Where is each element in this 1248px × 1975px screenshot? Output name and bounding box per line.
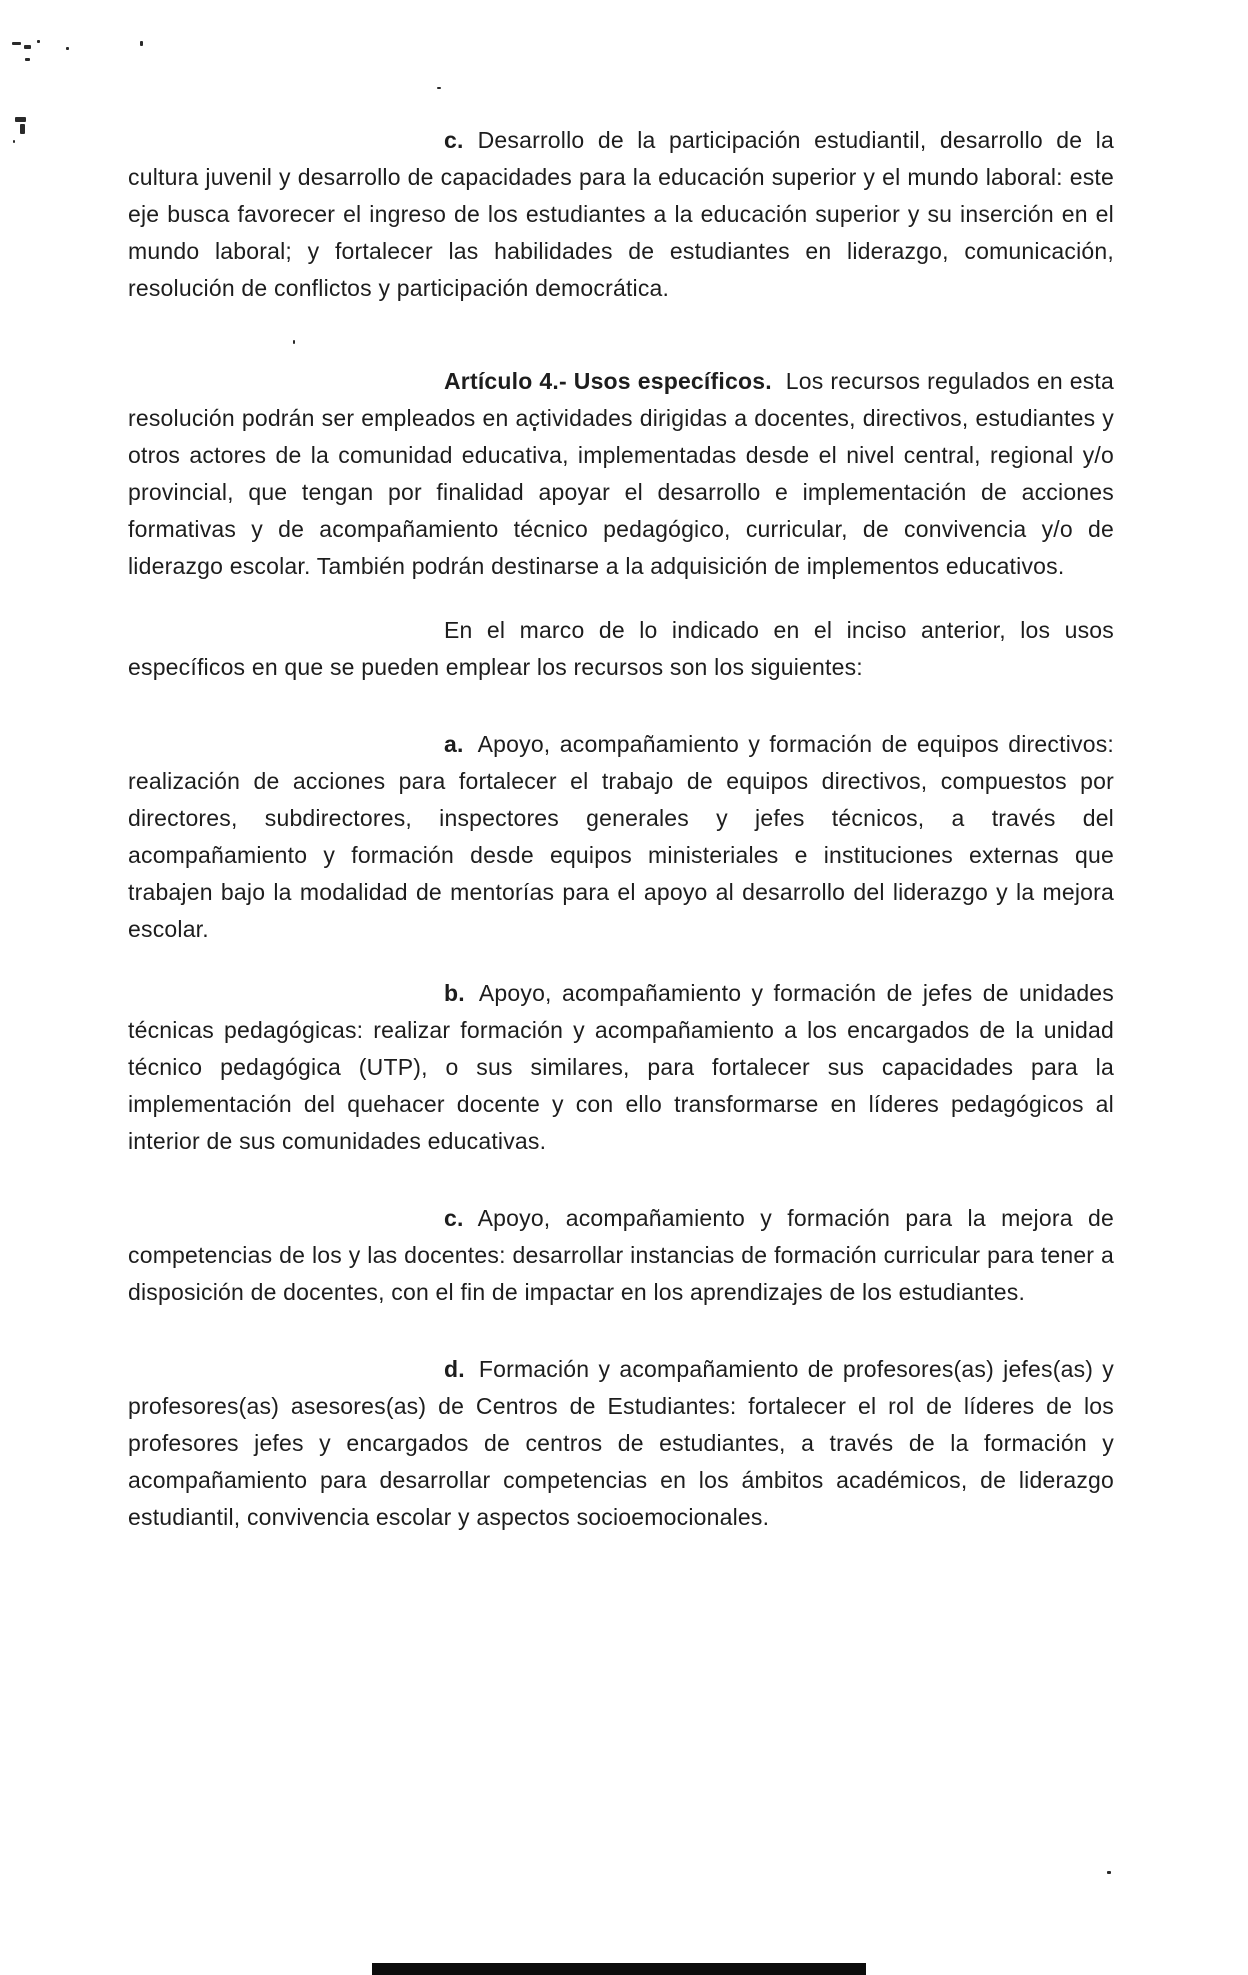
- speck-mark: [24, 45, 31, 49]
- paragraph-text: Los recursos regulados en esta resolución podrán ser empleados en actividades dirigidas a docentes, directivos, estudiantes y otros actores de la comunidad educativa, implementadas desde el nivel central, regional y/o provincial, que tengan por finalidad apoyar el desarrollo e implementación de acciones formativas y de acompañamiento técnico pedagógico, curricular, de convivencia y/o de liderazgo escolar. También podrán destinarse a la adquisición de implementos educativos.: [128, 368, 1114, 579]
- speck-mark: [12, 42, 21, 45]
- scan-edge-artifact: [372, 1963, 866, 1975]
- speck-mark: [37, 40, 40, 43]
- paragraph-text: Apoyo, acompañamiento y formación de equipos directivos: realización de acciones para fortalecer el trabajo de equipos directivos, compuestos por directores, subdirectores, inspectores generales y jefes técnicos, a través del acompañamiento y formación desde equipos ministeriales e instituciones externas que trabajen bajo la modalidad de mentorías para el apoyo al desarrollo del liderazgo y la mejora escolar.: [128, 731, 1114, 942]
- item-label-b: b.: [444, 980, 465, 1006]
- paragraph-uso-d: [128, 1351, 1114, 1536]
- item-label-a: a.: [444, 731, 464, 757]
- speck-mark: [437, 87, 441, 89]
- speck-mark: [25, 58, 30, 61]
- paragraph-text: Apoyo, acompañamiento y formación de jefes de unidades técnicas pedagógicas: realizar formación y acompañamiento a los encargados de la unidad técnico pedagógica (UTP), o sus similares, para fortalecer sus capacidades para la implementación del quehacer docente y con ello transformarse en líderes pedagógicos al interior de sus comunidades educativas.: [128, 980, 1114, 1154]
- speck-mark: [1107, 1871, 1111, 1874]
- speck-mark: [66, 47, 69, 50]
- item-label-c: c.: [444, 127, 464, 153]
- paragraph-text: Apoyo, acompañamiento y formación para la mejora de competencias de los y las docentes: desarrollar instancias de formación curricular para tener a disposición de docentes, con el fin de impactar en los aprendizajes de los estudiantes.: [128, 1205, 1114, 1305]
- paragraph-marco-inciso: [128, 612, 1114, 686]
- item-label-d: d.: [444, 1356, 465, 1382]
- paragraph-text: Formación y acompañamiento de profesores(as) jefes(as) y profesores(as) asesores(as) de Centros de Estudiantes: fortalecer el rol de líderes de los profesores jefes y encargados de centros de estudiantes, a través de la formación y acompañamiento para desarrollar competencias en los ámbitos académicos, de liderazgo estudiantil, convivencia escolar y aspectos socioemocionales.: [128, 1356, 1114, 1530]
- paragraph-text: En el marco de lo indicado en el inciso anterior, los usos específicos en que se pueden emplear los recursos son los siguientes:: [128, 617, 1114, 680]
- speck-mark: [13, 140, 15, 143]
- articulo-4-heading: Artículo 4.- Usos específicos.: [444, 368, 772, 394]
- paragraph-eje-c: [128, 122, 1114, 307]
- document-body: [128, 122, 1114, 1576]
- paragraph-uso-c: [128, 1200, 1114, 1311]
- paragraph-text: Desarrollo de la participación estudiantil, desarrollo de la cultura juvenil y desarrollo de capacidades para la educación superior y el mundo laboral: este eje busca favorecer el ingreso de los estudiantes a la educación superior y su inserción en el mundo laboral; y fortalecer las habilidades de estudiantes en liderazgo, comunicación, resolución de conflictos y participación democrática.: [128, 127, 1114, 301]
- speck-mark: [140, 41, 143, 46]
- paragraph-uso-b: [128, 975, 1114, 1160]
- paragraph-uso-a: [128, 726, 1114, 948]
- paragraph-articulo-4: [128, 363, 1114, 585]
- speck-mark: [20, 124, 25, 134]
- item-label-c2: c.: [444, 1205, 464, 1231]
- speck-mark: [15, 117, 26, 122]
